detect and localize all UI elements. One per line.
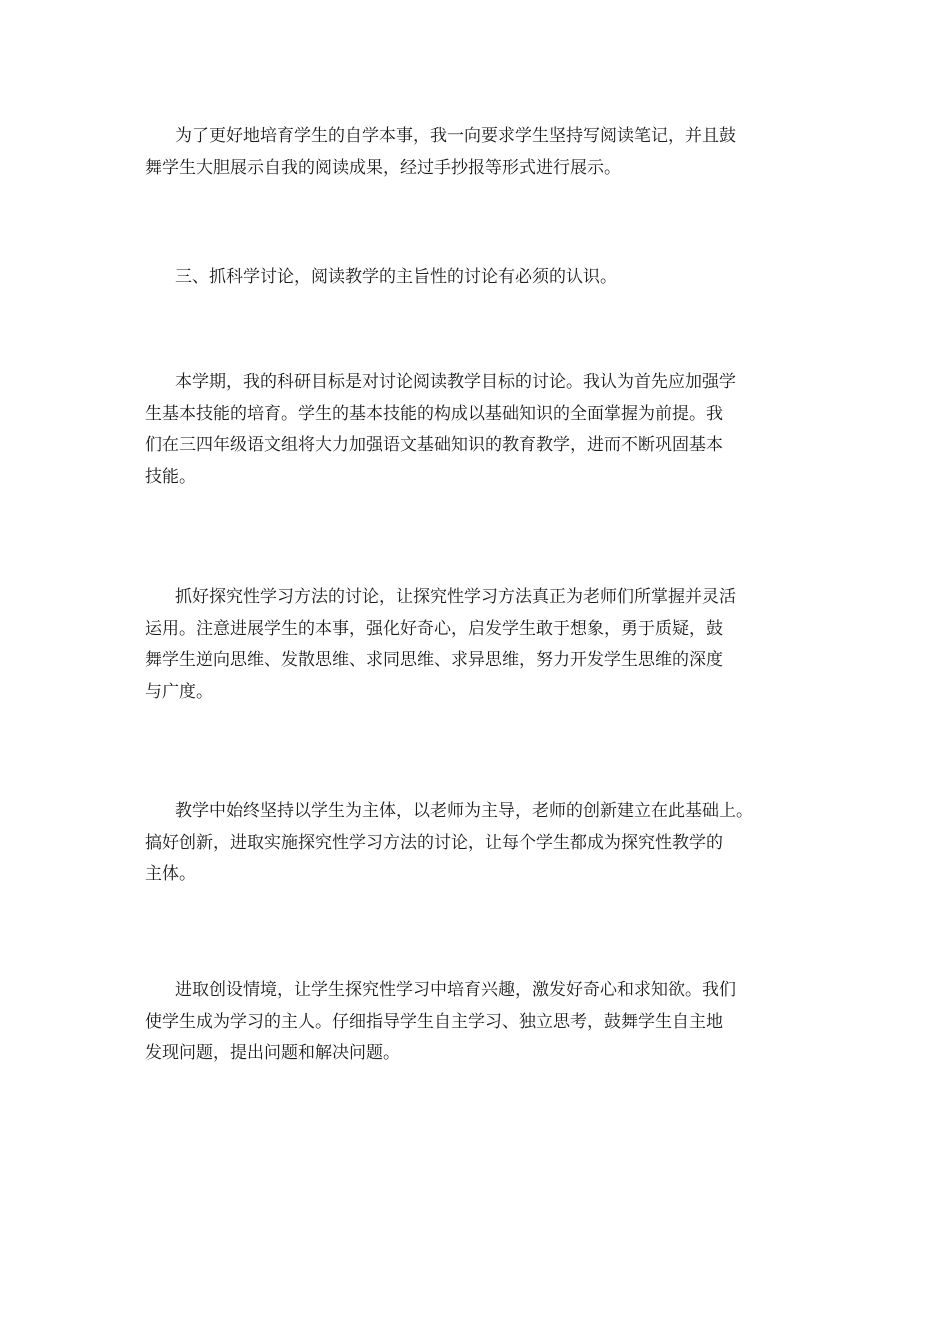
paragraph-line: 搞好创新，进取实施探究性学习方法的讨论，让每个学生都成为探究性教学的 [145, 832, 723, 853]
section-heading-scientific-discussion [145, 262, 825, 294]
paragraph-line: 为了更好地培育学生的自学本事，我一向要求学生坚持写阅读笔记，并且鼓 [175, 126, 736, 146]
paragraph-line: 本学期，我的科研目标是对讨论阅读教学目标的讨论。我认为首先应加强学 [175, 372, 736, 392]
paragraph-line: 舞学生大胆展示自我的阅读成果，经过手抄报等形式进行展示。 [145, 157, 621, 178]
paragraph-line: 舞学生逆向思维、发散思维、求同思维、求异思维，努力开发学生思维的深度 [145, 650, 723, 670]
paragraph-line: 生基本技能的培育。学生的基本技能的构成以基础知识的全面掌握为前提。我 [145, 403, 723, 424]
paragraph-line: 技能。 [145, 466, 196, 487]
paragraph-line: 进取创设情境，让学生探究性学习中培育兴趣，激发好奇心和求知欲。我们 [175, 980, 736, 1000]
paragraph-line: 们在三四年级语文组将大力加强语文基础知识的教育教学，进而不断巩固基本 [145, 435, 723, 455]
paragraph-line: 教学中始终坚持以学生为主体，以老师为主导，老师的创新建立在此基础上。 [175, 801, 753, 821]
paragraph-line: 使学生成为学习的主人。仔细指导学生自主学习、独立思考，鼓舞学生自主地 [145, 1011, 723, 1032]
paragraph-line: 主体。 [145, 864, 196, 884]
heading-line: 三、抓科学讨论，阅读教学的主旨性的讨论有必须的认识。 [175, 267, 617, 287]
paragraph-research-goal [145, 367, 825, 493]
paragraph-inquiry-learning [145, 582, 825, 708]
paragraph-create-situations [145, 975, 825, 1070]
paragraph-line: 发现问题，提出问题和解决问题。 [145, 1043, 400, 1063]
paragraph-line: 抓好探究性学习方法的讨论，让探究性学习方法真正为老师们所掌握并灵活 [175, 587, 736, 607]
paragraph-line: 与广度。 [145, 681, 213, 702]
paragraph-reading-notes [145, 121, 825, 184]
paragraph-line: 运用。注意进展学生的本事，强化好奇心，启发学生敢于想象，勇于质疑，鼓 [145, 618, 723, 639]
paragraph-student-centered [145, 796, 825, 891]
